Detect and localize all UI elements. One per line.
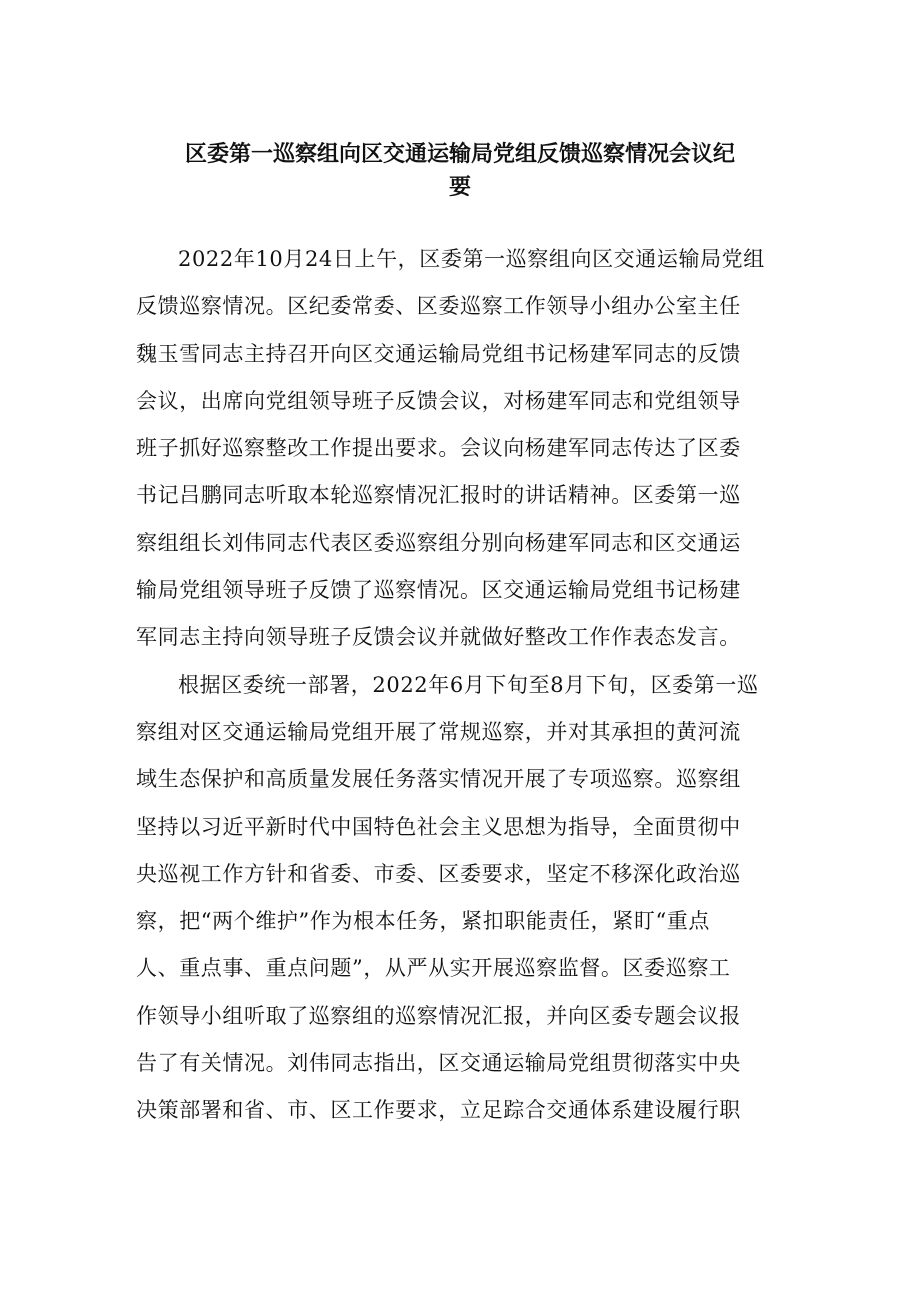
- paragraph-line: 2022年10月24日上午，区委第一巡察组向区交通运输局党组: [178, 247, 765, 271]
- title-line-1: 区委第一巡察组向区交通运输局党组反馈巡察情况会议纪: [184, 141, 735, 167]
- paragraph-1: [136, 236, 790, 662]
- paragraph-line: 察，把“两个维护”作为根本任务，紧扣职能责任，紧盯“重点: [136, 909, 711, 934]
- paragraph-line: 反馈巡察情况。区纪委常委、区委巡察工作领导小组办公室主任: [136, 294, 741, 319]
- paragraph-line: 魏玉雪同志主持召开向区交通运输局党组书记杨建军同志的反馈: [136, 341, 741, 366]
- paragraph-line: 人、重点事、重点问题”，从严从实开展巡察监督。区委巡察工: [136, 956, 731, 981]
- paragraph-line: 军同志主持向领导班子反馈会议并就做好整改工作作表态发言。: [136, 625, 741, 650]
- document-title: [140, 138, 780, 204]
- paragraph-line: 根据区委统一部署，2022年6月下旬至8月下旬，区委第一巡: [178, 672, 759, 697]
- paragraph-line: 会议，出席向党组领导班子反馈会议，对杨建军同志和党组领导: [136, 388, 741, 413]
- paragraph-line: 输局党组领导班子反馈了巡察情况。区交通运输局党组书记杨建: [136, 578, 741, 603]
- paragraph-line: 央巡视工作方针和省委、市委、区委要求，坚定不移深化政治巡: [136, 861, 741, 886]
- paragraph-line: 察组对区交通运输局党组开展了常规巡察，并对其承担的黄河流: [136, 719, 741, 744]
- paragraph-line: 书记吕鹏同志听取本轮巡察情况汇报时的讲话精神。区委第一巡: [136, 483, 741, 508]
- paragraph-line: 域生态保护和高质量发展任务落实情况开展了专项巡察。巡察组: [136, 767, 741, 792]
- paragraph-line: 作领导小组听取了巡察组的巡察情况汇报，并向区委专题会议报: [136, 1003, 741, 1028]
- paragraph-line: 察组组长刘伟同志代表区委巡察组分别向杨建军同志和区交通运: [136, 530, 741, 555]
- title-line-2: 要: [448, 174, 471, 200]
- paragraph-line: 决策部署和省、市、区工作要求，立足踪合交通体系建设履行职: [136, 1098, 741, 1123]
- paragraph-2: [136, 662, 790, 1135]
- document-body: [136, 236, 790, 1135]
- paragraph-line: 坚持以习近平新时代中国特色社会主义思想为指导，全面贯彻中: [136, 814, 741, 839]
- paragraph-line: 班子抓好巡察整改工作提出要求。会议向杨建军同志传达了区委: [136, 436, 741, 461]
- paragraph-line: 告了有关情况。刘伟同志指出，区交通运输局党组贯彻落实中央: [136, 1051, 741, 1076]
